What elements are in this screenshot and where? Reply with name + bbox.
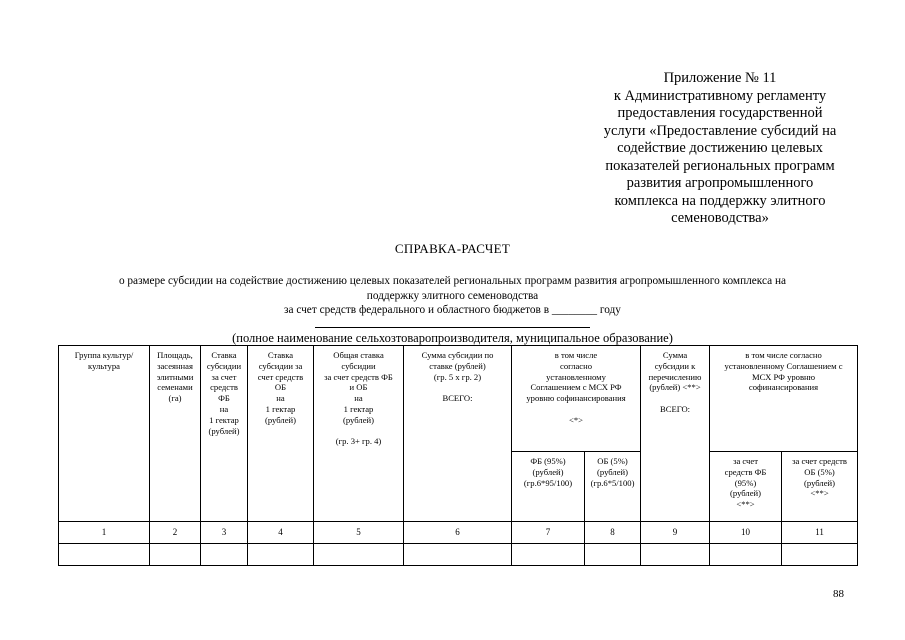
header-line: в том числе	[554, 350, 598, 360]
column-number: 7	[512, 522, 585, 544]
header-line: ВСЕГО:	[442, 393, 473, 404]
header-line: <*>	[569, 414, 583, 425]
table-cell[interactable]	[710, 544, 782, 566]
header-ob-rate	[248, 346, 314, 522]
header-line: софинансирования	[748, 382, 819, 393]
column-number: 8	[585, 522, 641, 544]
header-cofinancing-group	[512, 346, 641, 452]
header-line: Площадь,	[157, 350, 193, 360]
header-line: МСХ РФ уровню	[752, 371, 816, 382]
header-line: субсидии	[206, 360, 242, 371]
header-line: уровню софинансирования	[526, 393, 626, 404]
table-cell[interactable]	[314, 544, 404, 566]
table-row	[59, 544, 858, 566]
header-line: ОБ	[274, 382, 287, 393]
table-cell[interactable]	[59, 544, 150, 566]
header-line: перечислению	[648, 371, 702, 382]
header-line: средств	[210, 382, 238, 393]
header-line: за счет средств ФБ	[324, 371, 393, 382]
subtitle-line-1: о размере субсидии на содействие достижению целевых показателей региональных программ развития агропромышленного комплекса на	[118, 275, 787, 287]
header-line: культура	[88, 360, 120, 371]
header-line: Общая ставка	[333, 350, 384, 360]
header-line: (95%)	[734, 477, 757, 488]
header-fb-rate	[201, 346, 248, 522]
header-line: Ставка	[211, 350, 237, 360]
header-line: средств ФБ	[724, 466, 767, 477]
header-subsidy-sum	[404, 346, 512, 522]
column-number: 1	[59, 522, 150, 544]
header-line: (гр.6*95/100)	[523, 477, 573, 488]
table-cell[interactable]	[248, 544, 314, 566]
table-cell[interactable]	[641, 544, 710, 566]
column-number-row	[59, 522, 858, 544]
appendix-line: показателей региональных программ	[605, 157, 835, 174]
header-line: на	[354, 393, 363, 404]
header-line: Сумма	[662, 350, 688, 360]
header-line: за счет средств	[792, 456, 847, 466]
appendix-line: предоставления государственной	[617, 105, 823, 121]
header-line: ВСЕГО:	[659, 403, 691, 414]
header-line: субсидии	[341, 360, 376, 371]
header-line: на	[276, 393, 285, 404]
header-line: 1 гектар	[265, 403, 296, 414]
column-number: 3	[201, 522, 248, 544]
header-area	[150, 346, 201, 522]
header-line	[513, 404, 639, 415]
header-line	[642, 393, 708, 404]
header-line: согласно	[560, 360, 593, 371]
table-cell[interactable]	[150, 544, 201, 566]
column-number: 4	[248, 522, 314, 544]
column-number: 11	[782, 522, 858, 544]
header-line	[405, 382, 510, 393]
header-line: (рублей)	[265, 414, 296, 425]
header-line: (рублей)	[804, 477, 835, 488]
calculation-table	[58, 345, 858, 566]
column-number: 9	[641, 522, 710, 544]
header-line: (гр.6*5/100)	[590, 477, 635, 488]
header-line: (га)	[168, 393, 182, 404]
header-transfer-ob	[782, 452, 858, 522]
header-line: Ставка	[267, 350, 294, 360]
header-line: ФБ	[218, 393, 230, 404]
subtitle-line-3: за счет средств федерального и областного бюджетов в ________ году	[284, 304, 621, 316]
header-total-rate	[314, 346, 404, 522]
subtitle-line-2: поддержку элитного семеноводства	[366, 289, 539, 302]
header-line: <**>	[736, 499, 755, 510]
column-number: 5	[314, 522, 404, 544]
header-line: в том числе согласно	[745, 350, 822, 360]
header-agreement-group	[710, 346, 858, 452]
header-line: (рублей)	[597, 466, 628, 477]
header-line: установленному	[546, 371, 606, 382]
appendix-line: комплекса на поддержку элитного	[614, 192, 826, 209]
header-line: (рублей)	[532, 466, 564, 477]
header-line: Группа культур/	[74, 350, 134, 360]
header-line: элитными	[156, 371, 194, 382]
header-line: (рублей)	[208, 425, 240, 436]
table-cell[interactable]	[782, 544, 858, 566]
appendix-header	[590, 70, 850, 228]
appendix-line: услуги «Предоставление субсидий на	[603, 122, 837, 139]
header-line: (гр. 3+ гр. 4)	[335, 436, 382, 447]
header-ob-5	[585, 452, 641, 522]
appendix-line: развития агропромышленного	[626, 175, 814, 191]
header-line	[315, 426, 402, 437]
document-title: СПРАВКА-РАСЧЕТ	[394, 241, 511, 256]
column-number: 10	[710, 522, 782, 544]
header-line: (рублей)	[343, 414, 374, 425]
appendix-line: содействие достижению целевых	[617, 140, 823, 156]
header-line: 1 гектар	[209, 414, 239, 425]
organization-caption: (полное наименование сельхозтоваропроизводителя, муниципальное образование)	[232, 331, 673, 345]
header-line: счет средств	[257, 371, 304, 382]
header-line: засеянная	[157, 360, 193, 371]
header-line: ОБ (5%)	[804, 466, 835, 477]
header-line: на	[219, 403, 229, 414]
header-crop-group	[59, 346, 150, 522]
header-transfer-fb	[710, 452, 782, 522]
header-line: и ОБ	[349, 382, 368, 393]
organization-name-line	[315, 327, 590, 328]
header-line: ФБ (95%)	[530, 456, 566, 466]
header-line: установленному Соглашением с	[724, 360, 843, 371]
table-cell[interactable]	[585, 544, 641, 566]
table-cell[interactable]	[512, 544, 585, 566]
appendix-line: семеноводства»	[671, 210, 769, 226]
header-line: семенами	[157, 382, 193, 393]
header-line: за счет	[211, 371, 237, 382]
header-line: ОБ (5%)	[597, 456, 628, 466]
header-line: субсидии к	[654, 360, 696, 371]
header-line: <**>	[810, 488, 829, 499]
header-line: (гр. 5 х гр. 2)	[433, 371, 482, 382]
column-number: 6	[404, 522, 512, 544]
table-cell[interactable]	[201, 544, 248, 566]
column-number: 2	[150, 522, 201, 544]
header-line: Соглашением с МСХ РФ	[530, 382, 622, 393]
header-line: за счет	[733, 456, 758, 466]
header-line: (рублей)	[730, 488, 761, 499]
appendix-line: к Административному регламенту	[613, 87, 827, 104]
header-line: Сумма субсидии по	[421, 350, 494, 360]
header-line: ставке (рублей)	[429, 360, 486, 371]
page-number: 88	[833, 588, 844, 600]
table-cell[interactable]	[404, 544, 512, 566]
header-line: 1 гектар	[343, 403, 374, 414]
header-transfer-sum	[641, 346, 710, 522]
header-line: субсидии за	[258, 360, 303, 371]
header-fb-95	[512, 452, 585, 522]
document-subtitle	[60, 274, 845, 318]
header-line: (рублей) <**>	[649, 382, 701, 393]
appendix-line: Приложение № 11	[663, 70, 777, 86]
